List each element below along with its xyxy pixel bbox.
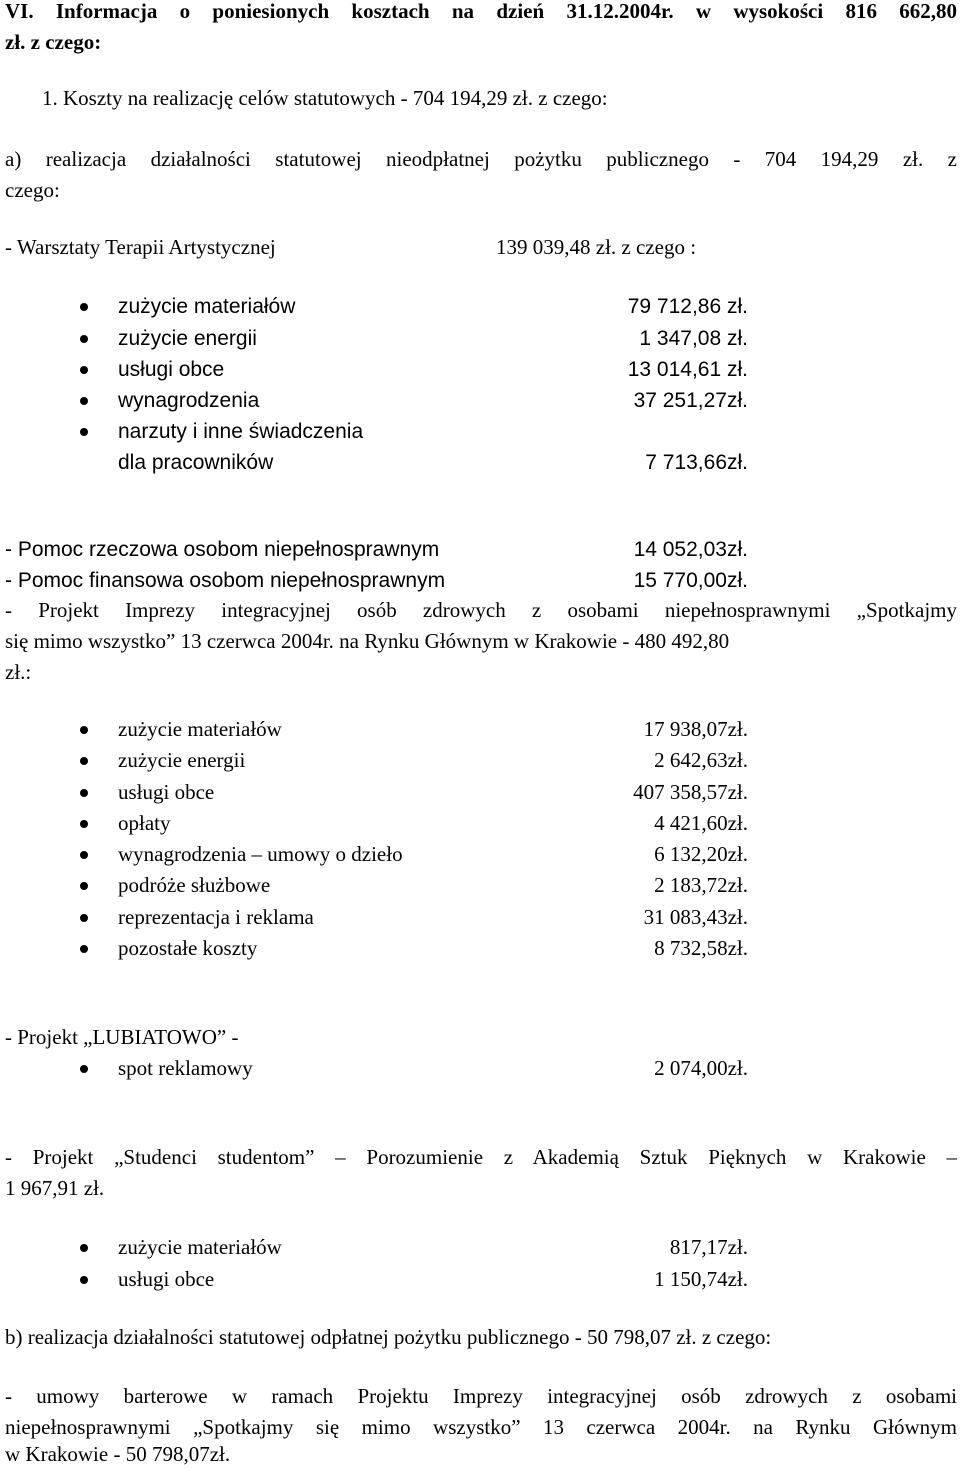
projekt-imprezy-line-1: - Projekt Imprezy integracyjnej osób zdrowych z osobami niepełnosprawnymi „Spotkajmy <box>5 598 957 622</box>
bullet-icon <box>80 757 88 765</box>
list-item-label: opłaty <box>118 811 171 835</box>
list-item-label: usługi obce <box>118 780 215 804</box>
list-item <box>80 839 760 870</box>
list-item-amount: 17 938,07zł. <box>643 717 748 741</box>
barter-line-3: w Krakowie - 50 798,07zł. <box>5 1442 231 1466</box>
list-item-amount: 79 712,86 zł. <box>627 295 748 318</box>
list-item <box>80 808 760 839</box>
list-item-label: zużycie energii <box>118 748 246 772</box>
list-item-label: usługi obce <box>118 1267 215 1291</box>
bullet-icon <box>80 335 88 343</box>
bullet-icon <box>80 303 88 311</box>
list-item-label: wynagrodzenia – umowy o dzieło <box>118 842 403 866</box>
bullet-icon <box>80 945 88 953</box>
pomoc-rzeczowa-label: - Pomoc rzeczowa osobom niepełnosprawnym <box>5 538 440 561</box>
list-item <box>80 714 760 745</box>
pomoc-finansowa-amount: 15 770,00zł. <box>633 569 748 592</box>
bullet-icon <box>80 1276 88 1284</box>
section-a-line-1: a) realizacja działalności statutowej nieodpłatnej pożytku publicznego - 704 194,29 zł. z <box>5 147 957 171</box>
list-item-label: usługi obce <box>118 358 225 381</box>
section-b-title: b) realizacja działalności statutowej odpłatnej pożytku publicznego - 50 798,07 zł. z czego: <box>5 1325 772 1349</box>
heading-line-1: VI. Informacja o poniesionych kosztach na dzień 31.12.2004r. w wysokości 816 662,80 <box>5 0 957 23</box>
list-item-label: reprezentacja i reklama <box>118 905 314 929</box>
warsztaty-label: - Warsztaty Terapii Artystycznej <box>5 235 276 259</box>
list-item <box>80 354 760 385</box>
projekt-imprezy-line-3: zł.: <box>5 660 32 684</box>
list-item-label: pozostałe koszty <box>118 936 258 960</box>
heading-line-2: zł. z czego: <box>5 30 102 54</box>
barter-line-2: niepełnosprawnymi „Spotkajmy się mimo wszystko” 13 czerwca 2004r. na Rynku Głównym <box>5 1415 957 1439</box>
bullet-icon <box>80 1244 88 1252</box>
list-item <box>80 1264 760 1295</box>
projekt-studenci-line-2: 1 967,91 zł. <box>5 1176 105 1200</box>
list-item-amount: 817,17zł. <box>669 1235 748 1259</box>
list-item-amount: 2 074,00zł. <box>654 1056 748 1080</box>
list-item <box>80 933 760 964</box>
list-item-amount: 13 014,61 zł. <box>627 358 748 381</box>
section-1-title: 1. Koszty na realizację celów statutowych - 704 194,29 zł. z czego: <box>42 86 608 110</box>
bullet-icon <box>80 851 88 859</box>
list-item-amount: 4 421,60zł. <box>654 811 748 835</box>
projekt-lubiatowo-title: - Projekt „LUBIATOWO” - <box>5 1025 239 1049</box>
list-item-amount: 1 150,74zł. <box>654 1267 748 1291</box>
bullet-icon <box>80 882 88 890</box>
bullet-icon <box>80 397 88 405</box>
bullet-icon <box>80 820 88 828</box>
bullet-icon <box>80 366 88 374</box>
pomoc-finansowa-label: - Pomoc finansowa osobom niepełnosprawnym <box>5 569 446 592</box>
list-item <box>80 777 760 808</box>
list-item-amount: 2 642,63zł. <box>654 748 748 772</box>
list-item-amount: 407 358,57zł. <box>633 780 748 804</box>
bullet-icon <box>80 726 88 734</box>
list-item-amount: 37 251,27zł. <box>633 389 748 412</box>
list-item-label: zużycie materiałów <box>118 295 296 318</box>
barter-line-1: - umowy barterowe w ramach Projektu Imprezy integracyjnej osób zdrowych z osobami <box>5 1384 957 1408</box>
list-item-label: zużycie energii <box>118 327 257 350</box>
list-item <box>80 323 760 354</box>
list-item <box>80 745 760 776</box>
list-item-amount: 2 183,72zł. <box>654 873 748 897</box>
list-item <box>80 1232 760 1263</box>
list-item-amount: 31 083,43zł. <box>643 905 748 929</box>
list-item <box>80 291 760 322</box>
section-a-line-2: czego: <box>5 178 60 202</box>
list-item-label: zużycie materiałów <box>118 1235 282 1259</box>
list-item <box>80 870 760 901</box>
projekt-imprezy-line-2: się mimo wszystko” 13 czerwca 2004r. na Rynku Głównym w Krakowie - 480 492,80 <box>5 629 730 653</box>
list-item-amount: 8 732,58zł. <box>654 936 748 960</box>
list-item-label: wynagrodzenia <box>118 389 260 412</box>
list-item-label: podróże służbowe <box>118 873 271 897</box>
warsztaty-continuation-amount: 7 713,66zł. <box>645 451 748 474</box>
list-item <box>80 902 760 933</box>
list-item-label: narzuty i inne świadczenia <box>118 420 364 443</box>
list-item <box>80 385 760 416</box>
list-item <box>80 1053 760 1084</box>
bullet-icon <box>80 914 88 922</box>
warsztaty-continuation-label: dla pracowników <box>118 451 274 474</box>
list-item-label: zużycie materiałów <box>118 717 282 741</box>
bullet-icon <box>80 1065 88 1073</box>
list-item-label: spot reklamowy <box>118 1056 253 1080</box>
list-item-amount: 1 347,08 zł. <box>639 327 748 350</box>
bullet-icon <box>80 428 88 436</box>
list-item <box>80 416 760 447</box>
bullet-icon <box>80 789 88 797</box>
projekt-studenci-line-1: - Projekt „Studenci studentom” – Porozumienie z Akademią Sztuk Pięknych w Krakowie – <box>5 1145 957 1169</box>
warsztaty-amount: 139 039,48 zł. z czego : <box>496 235 697 259</box>
pomoc-rzeczowa-amount: 14 052,03zł. <box>633 538 748 561</box>
list-item-amount: 6 132,20zł. <box>654 842 748 866</box>
